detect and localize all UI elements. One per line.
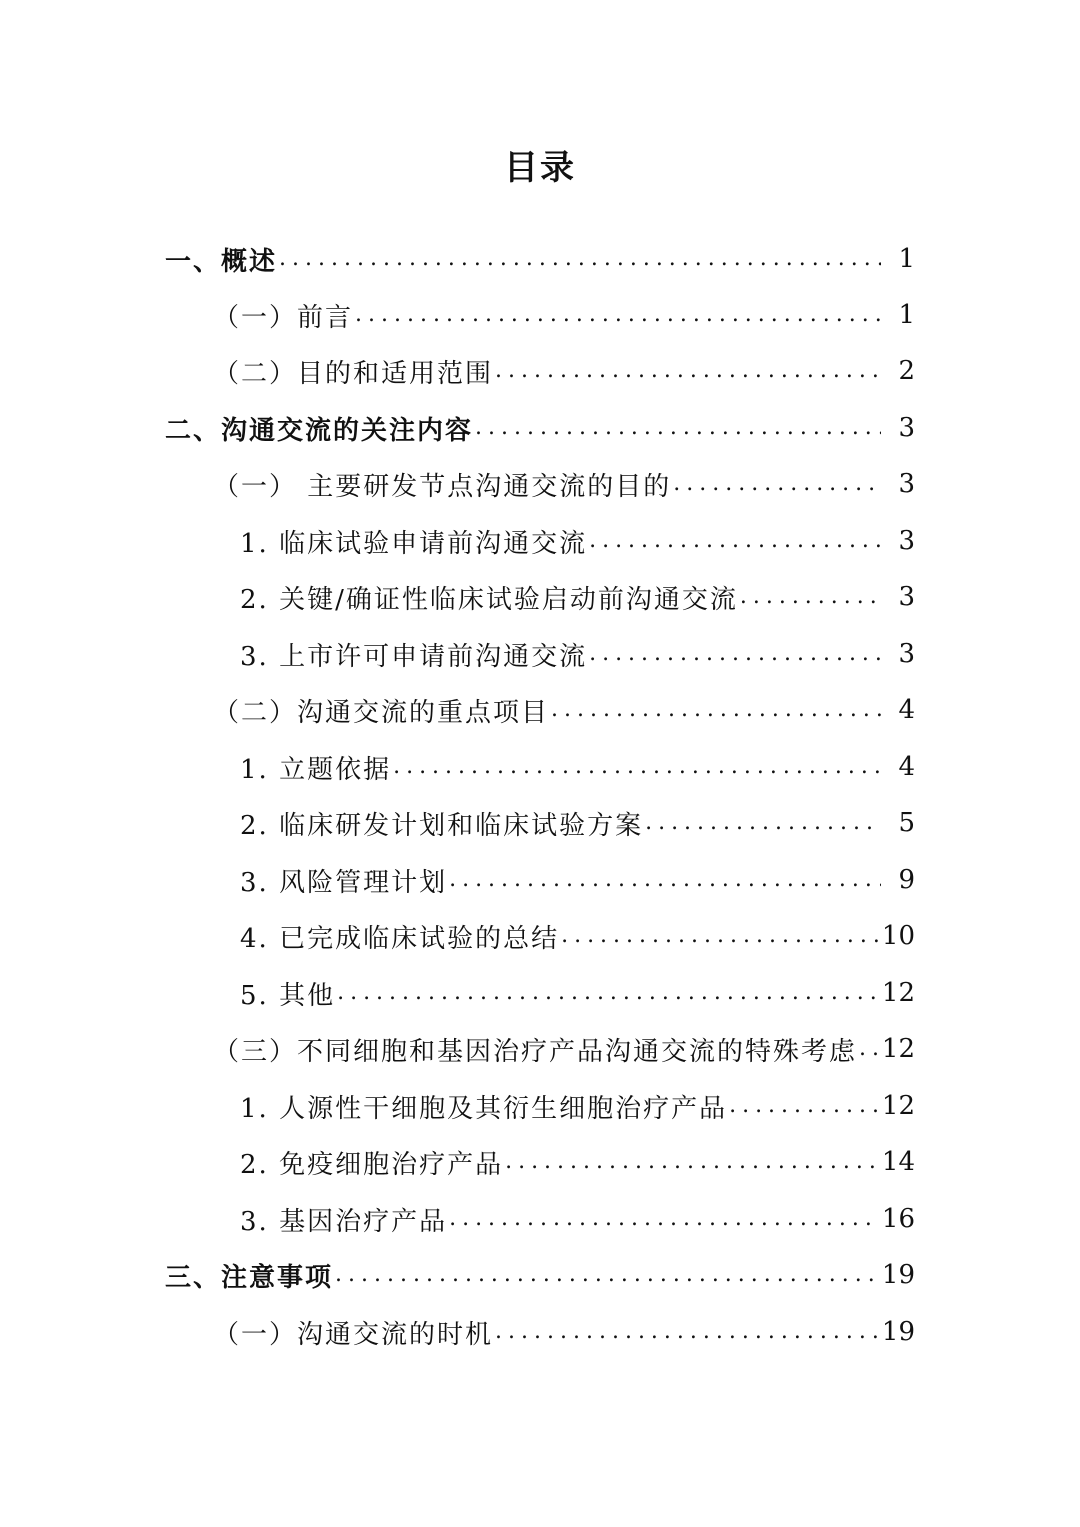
toc-page-number: 5 xyxy=(898,808,915,838)
toc-entry-text: 一、概述 xyxy=(165,246,278,277)
toc-entry[interactable] xyxy=(240,1078,915,1134)
dot-leader xyxy=(587,626,881,682)
dot-leader xyxy=(738,569,881,625)
dot-leader xyxy=(473,400,881,456)
dot-leader xyxy=(643,795,881,851)
toc-page-number: 9 xyxy=(898,865,915,895)
dot-leader xyxy=(493,343,881,399)
toc-entry[interactable] xyxy=(240,908,915,964)
dot-leader xyxy=(353,287,881,343)
toc-entry-text: 1. 临床试验申请前沟通交流 xyxy=(240,528,588,559)
toc-entry-text: 3. 风险管理计划 xyxy=(240,867,448,898)
toc-page-number: 3 xyxy=(898,639,915,669)
toc-page-number: 10 xyxy=(881,921,915,951)
toc-entry[interactable] xyxy=(240,513,915,569)
dot-leader xyxy=(333,1247,878,1303)
toc-entry-text: （二）目的和适用范围 xyxy=(213,358,494,389)
dot-leader xyxy=(671,456,881,512)
dot-leader xyxy=(559,908,878,964)
toc-entry[interactable] xyxy=(240,852,915,908)
toc-page-number: 3 xyxy=(898,526,915,556)
dot-leader xyxy=(549,682,881,738)
toc-page-number: 14 xyxy=(881,1147,915,1177)
toc-page-number: 1 xyxy=(898,244,915,274)
toc-entry-text: 二、沟通交流的关注内容 xyxy=(165,415,474,446)
toc-entry[interactable] xyxy=(213,1021,915,1077)
toc-page-number: 16 xyxy=(881,1204,915,1234)
toc-page-number: 12 xyxy=(881,978,915,1008)
toc-entry-text: 3. 基因治疗产品 xyxy=(240,1206,448,1237)
toc-page-number: 4 xyxy=(898,695,915,725)
toc-entry[interactable] xyxy=(240,795,915,851)
dot-leader xyxy=(727,1078,878,1134)
toc-page-number: 3 xyxy=(898,413,915,443)
dot-leader xyxy=(503,1134,878,1190)
toc-entry[interactable] xyxy=(240,1134,915,1190)
toc-entry-text: 1. 人源性干细胞及其衍生细胞治疗产品 xyxy=(240,1093,728,1124)
toc-entry[interactable] xyxy=(240,626,915,682)
toc-entry[interactable] xyxy=(240,1191,915,1247)
toc-page-number: 3 xyxy=(898,469,915,499)
toc-entry-text: （二）沟通交流的重点项目 xyxy=(213,697,550,728)
toc-page-number: 19 xyxy=(881,1317,915,1347)
toc-entry[interactable] xyxy=(213,343,915,399)
dot-leader xyxy=(493,1304,878,1360)
toc-entry-text: （一）沟通交流的时机 xyxy=(213,1319,494,1350)
dot-leader xyxy=(447,1191,878,1247)
toc-entry-text: （三）不同细胞和基因治疗产品沟通交流的特殊考虑 xyxy=(213,1036,858,1067)
toc-entry-text: 5. 其他 xyxy=(240,980,336,1011)
toc-entry-text: 2. 免疫细胞治疗产品 xyxy=(240,1149,504,1180)
toc-entry-text: 1. 立题依据 xyxy=(240,754,392,785)
toc-entry-text: 2. 关键/确证性临床试验启动前沟通交流 xyxy=(240,584,738,615)
toc-entry[interactable] xyxy=(240,569,915,625)
toc-entry-text: （一） 主要研发节点沟通交流的目的 xyxy=(213,471,672,502)
toc-entry[interactable] xyxy=(165,400,915,456)
toc-page-number: 19 xyxy=(881,1260,915,1290)
toc-entry-text: 2. 临床研发计划和临床试验方案 xyxy=(240,810,644,841)
toc-entry-text: （一）前言 xyxy=(213,302,354,333)
dot-leader xyxy=(391,739,881,795)
toc-entry[interactable] xyxy=(213,456,915,512)
toc-page-number: 3 xyxy=(898,582,915,612)
toc-page-number: 4 xyxy=(898,752,915,782)
toc-entry[interactable] xyxy=(213,682,915,738)
dot-leader xyxy=(857,1021,878,1077)
toc-entry[interactable] xyxy=(165,231,915,287)
dot-leader xyxy=(335,965,878,1021)
toc-entry[interactable] xyxy=(240,965,915,1021)
toc-page-number: 12 xyxy=(881,1091,915,1121)
toc-entry-text: 3. 上市许可申请前沟通交流 xyxy=(240,641,588,672)
toc-entry[interactable] xyxy=(240,739,915,795)
dot-leader xyxy=(277,231,881,287)
toc-entry[interactable] xyxy=(165,1247,915,1303)
toc-entry[interactable] xyxy=(213,1304,915,1360)
toc-page-number: 2 xyxy=(898,356,915,386)
toc-entry[interactable] xyxy=(213,287,915,343)
toc-page-number: 1 xyxy=(898,300,915,330)
toc-entry-text: 4. 已完成临床试验的总结 xyxy=(240,923,560,954)
toc-page-number: 12 xyxy=(881,1034,915,1064)
toc-entry-text: 三、注意事项 xyxy=(165,1262,334,1293)
dot-leader xyxy=(587,513,881,569)
page-title: 目录 xyxy=(504,148,576,188)
dot-leader xyxy=(447,852,881,908)
